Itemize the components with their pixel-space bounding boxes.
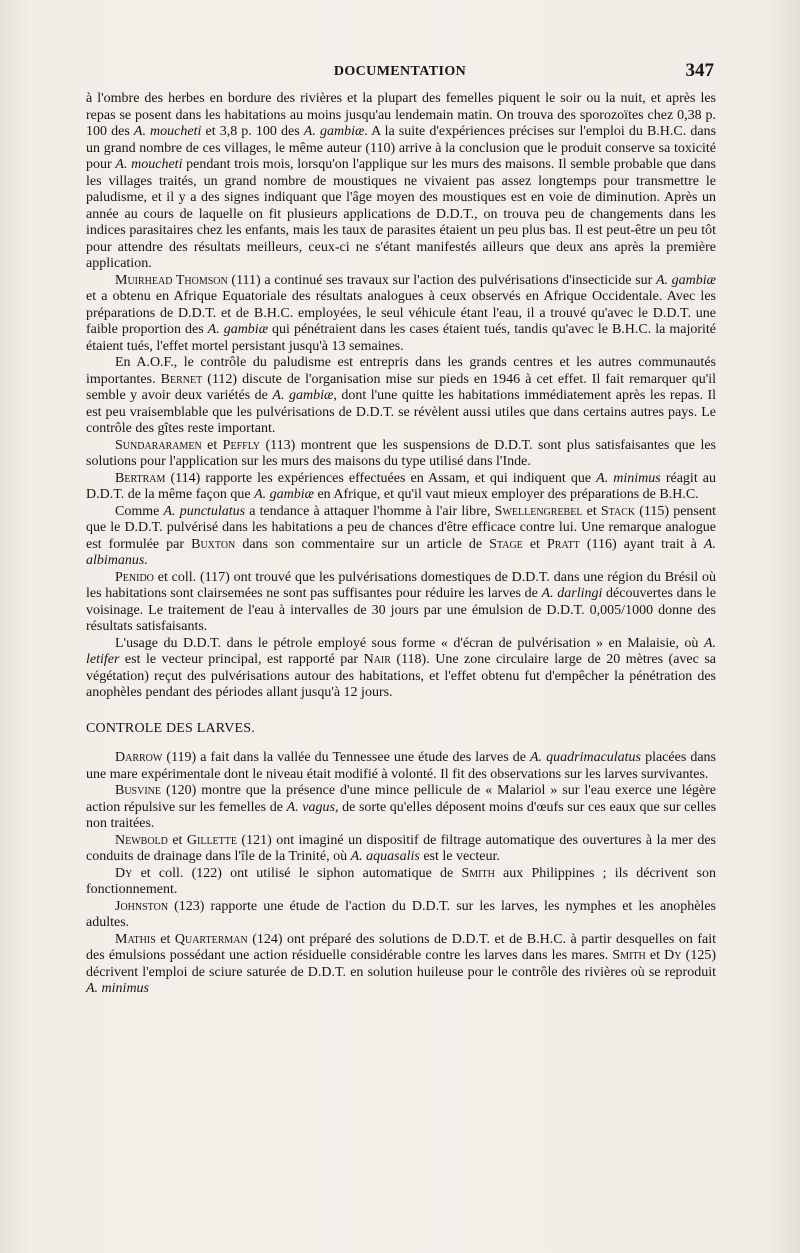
paragraph	[86, 504, 716, 570]
author-name: Dy	[664, 948, 682, 963]
paragraph	[86, 91, 716, 273]
text-run: Comme	[115, 503, 164, 519]
text-run: et coll. (122) ont utilisé le siphon automatique de	[132, 865, 462, 881]
author-name: Mathis	[115, 931, 156, 947]
text-run: et a obtenu en Afrique Equatoriale des résultats analogues à ceux observés en Afrique Occidentale. Avec les préparations de D.D.T. et de B.H.C. employées, le seul véhicule étant l'eau, il a trouvé qu'avec le D.D.T. une faible proportion des	[86, 289, 716, 337]
paragraph	[86, 833, 716, 866]
text-run: et	[201, 437, 223, 453]
text-run: (114) rapporte les expériences effectuées en Assam, et qui indiquent que	[165, 470, 597, 486]
paragraph	[86, 636, 716, 702]
paragraph	[86, 471, 716, 504]
author-name: Bertram	[115, 470, 166, 486]
section-heading: CONTROLE DES LARVES.	[86, 720, 255, 736]
text-run: réagit au D.D.T. de la même façon que	[86, 470, 717, 502]
species-name: A. quadrimaculatus	[530, 750, 642, 765]
author-name: Darrow	[115, 750, 163, 765]
text-run: en Afrique, et qu'il vaut mieux employer des préparations de B.H.C.	[313, 487, 699, 502]
text-run: (121) ont imaginé un dispositif de filtrage automatique des ouvertures à la mer des conduits de drainage dans l'île de la Trinité, où	[86, 832, 716, 864]
author-name: Stage	[489, 536, 523, 552]
author-name: Busvine	[115, 783, 162, 798]
author-name: Penido	[115, 569, 154, 585]
author-name: Swellengrebel	[494, 503, 583, 519]
paragraphs-section	[86, 750, 716, 998]
species-name: A. moucheti	[115, 157, 183, 172]
page-header	[86, 60, 714, 82]
text-run: (111) a continué ses travaux sur l'action des pulvérisations d'insecticide sur	[227, 272, 656, 288]
text-run: (115) pensent que le D.D.T. pulvérisé dans les habitations a peu de chances d'être efficace contre lui. Une remarque analogue est formulée par	[86, 503, 716, 552]
text-run: et coll. (117) ont trouvé que les pulvérisations domestiques de D.D.T. dans une région du Brésil où les habitations sont clairsemées ne sont pas suffisantes pour réduire les larves de	[86, 569, 716, 601]
text-run: (113) montrent que les suspensions de D.D.T. sont plus satisfaisantes que les solutions pour l'application sur les murs des maisons du type utilisé dans l'Inde.	[86, 437, 716, 469]
author-name: Smith	[612, 948, 646, 963]
species-name: A. gambiæ	[207, 322, 269, 337]
author-name: Johnston	[115, 898, 169, 914]
species-name: A. moucheti	[133, 124, 202, 139]
body-text	[86, 91, 716, 998]
running-head: DOCUMENTATION	[333, 64, 467, 79]
author-name: Gillette	[186, 832, 237, 848]
paragraphs-main	[86, 91, 716, 702]
text-run: est le vecteur.	[419, 849, 500, 864]
text-run: L'usage du D.D.T. dans le pétrole employé sous forme « d'écran de pulvérisation » en Malaisie, où	[115, 635, 704, 651]
species-name: A. gambiæ	[254, 487, 314, 502]
paragraph	[86, 899, 716, 932]
text-run: et	[155, 931, 175, 947]
author-name: Dy	[115, 865, 133, 881]
paragraph	[86, 750, 716, 783]
species-name: A. punctulatus	[163, 503, 246, 519]
species-name: A. gambiæ	[272, 388, 334, 403]
author-name: Quarterman	[174, 931, 248, 947]
species-name: A. albimanus.	[86, 536, 716, 568]
species-name: A. minimus	[86, 981, 149, 996]
species-name: A. vagus	[286, 799, 335, 815]
text-run: à l'ombre des herbes en bordure des rivières et la plupart des femelles piquent le soir ou la nuit, et après les repas se posent dans les habitations au moins jusqu'au lendemain matin. On trouva des sporozoïtes chez 0,38 p. 100 des	[86, 91, 716, 139]
text-run: placées dans une mare expérimentale dont le niveau était modifié à volonté. Il fit des observations sur les larves survivantes.	[86, 750, 716, 782]
text-run: et	[645, 948, 665, 963]
text-run: et 3,8 p. 100 des	[201, 124, 304, 139]
text-run: et	[522, 536, 547, 552]
author-name: Newbold	[115, 832, 168, 848]
text-run: , dont l'une quitte les habitations immédiatement après les repas. Il est peu vraisemblable que les pulvérisations de D.D.T. se révèlent aussi utiles que dans certains autres pays. Le contrôle des gîtes reste important.	[86, 388, 716, 436]
author-name: Muirhead Thomson	[115, 272, 228, 288]
species-name: A. gambiæ	[303, 124, 365, 139]
text-run: (123) rapporte une étude de l'action du D.D.T. sur les larves, les nymphes et les anophèles adultes.	[86, 898, 716, 930]
author-name: Bernet	[160, 371, 203, 387]
text-run: et	[167, 832, 187, 848]
text-run: (119) a fait dans la vallée du Tennessee une étude des larves de	[162, 750, 530, 765]
paragraph	[86, 866, 716, 899]
author-name: Stack	[600, 503, 636, 519]
author-name: Sundararamen	[115, 437, 202, 453]
page-number: 347	[685, 60, 714, 81]
paragraph	[86, 355, 716, 438]
text-run: (125) décrivent l'emploi de sciure saturée de D.D.T. en solution huileuse pour le contrôle des rivières où se reproduit	[86, 948, 716, 980]
text-run: aux Philippines ; ils décrivent son fonctionnement.	[86, 865, 716, 897]
text-run: (124) ont préparé des solutions de D.D.T. et de B.H.C. à partir desquelles on fait des émulsions possédant une action résiduelle considérable contre les larves dans les mares.	[86, 931, 716, 963]
text-run: est le vecteur principal, est rapporté par	[119, 652, 364, 667]
author-name: Buxton	[191, 536, 236, 552]
species-name: A. gambiæ	[655, 272, 716, 288]
text-run: qui pénétraient dans les cases étaient tués, tandis qu'avec le B.H.C. la majorité étaient tués, l'effet mortel persistant jusqu'à 13 semaines.	[86, 322, 717, 354]
text-run: , de sorte qu'elles déposent moins d'œufs sur ces eaux que sur celles non traitées.	[86, 799, 717, 831]
author-name: Peffly	[222, 437, 261, 453]
author-name: Pratt	[547, 536, 580, 552]
paragraph	[86, 273, 716, 356]
text-run: . A la suite d'expériences précises sur l'emploi du B.H.C. dans un grand nombre de ces villages, le même auteur (110) arrive à la conclusion que le produit conserve sa toxicité pour	[86, 124, 717, 172]
text-run: a tendance à attaquer l'homme à l'air libre,	[245, 503, 495, 519]
text-run: découvertes dans le voisinage. Le traitement de l'eau à intervalles de 30 jours par une émulsion de D.D.T. 0,005/1000 donne des résultats satisfaisants.	[86, 586, 716, 634]
author-name: Smith	[461, 865, 495, 881]
text-run: et	[582, 503, 601, 519]
paragraph	[86, 438, 716, 471]
paragraph	[86, 783, 716, 833]
species-name: A. aquasalis	[350, 849, 420, 864]
text-run: (112) discute de l'organisation mise sur pieds en 1946 à cet effet. Il fait remarquer qu'il semble y avoir deux variétés de	[86, 371, 716, 403]
text-run: (118). Une zone circulaire large de 20 mètres (avec sa végétation) reçut des pulvérisations autour des habitations, et l'effet obtenu fut d'empêcher la pénétration des anophèles pendant des périodes allant jusqu'à 12 jours.	[86, 652, 716, 700]
species-name: A. darlingi	[541, 586, 603, 601]
species-name: A. letifer	[86, 635, 716, 667]
text-run: En A.O.F., le contrôle du paludisme est entrepris dans les grands centres et les autres communautés importantes.	[86, 355, 716, 387]
species-name: A. minimus	[596, 470, 661, 486]
text-run: (120) montre que la présence d'une mince pellicule de « Malariol » sur l'eau exerce une légère action répulsive sur les femelles de	[86, 783, 716, 815]
text-run: dans son commentaire sur un article de	[235, 536, 490, 552]
author-name: Nair	[363, 652, 391, 667]
paragraph	[86, 932, 716, 998]
text-run: pendant trois mois, lorsqu'on l'applique sur les murs des maisons. Il semble probable que dans les villages traités, un grand nombre de moustiques ne vivaient pas assez longtemps pour transmettre le paludisme, et il y a des signes indiquant que l'âge moyen des moustiques est en voie de diminution. Après un année au cours de laquelle on fit plusieurs applications de D.D.T., on trouva peu de changements dans les indices parasitaires chez les enfants, mais les taux de parasites étaient un peu plus bas. Il est peut-être un peu tôt pour attendre des résultats meilleurs, ceux-ci ne s'étant manifestés ailleurs que deux ans après la première application.	[86, 157, 716, 271]
paragraph	[86, 570, 716, 636]
text-run: (116) ayant trait à	[579, 536, 704, 552]
